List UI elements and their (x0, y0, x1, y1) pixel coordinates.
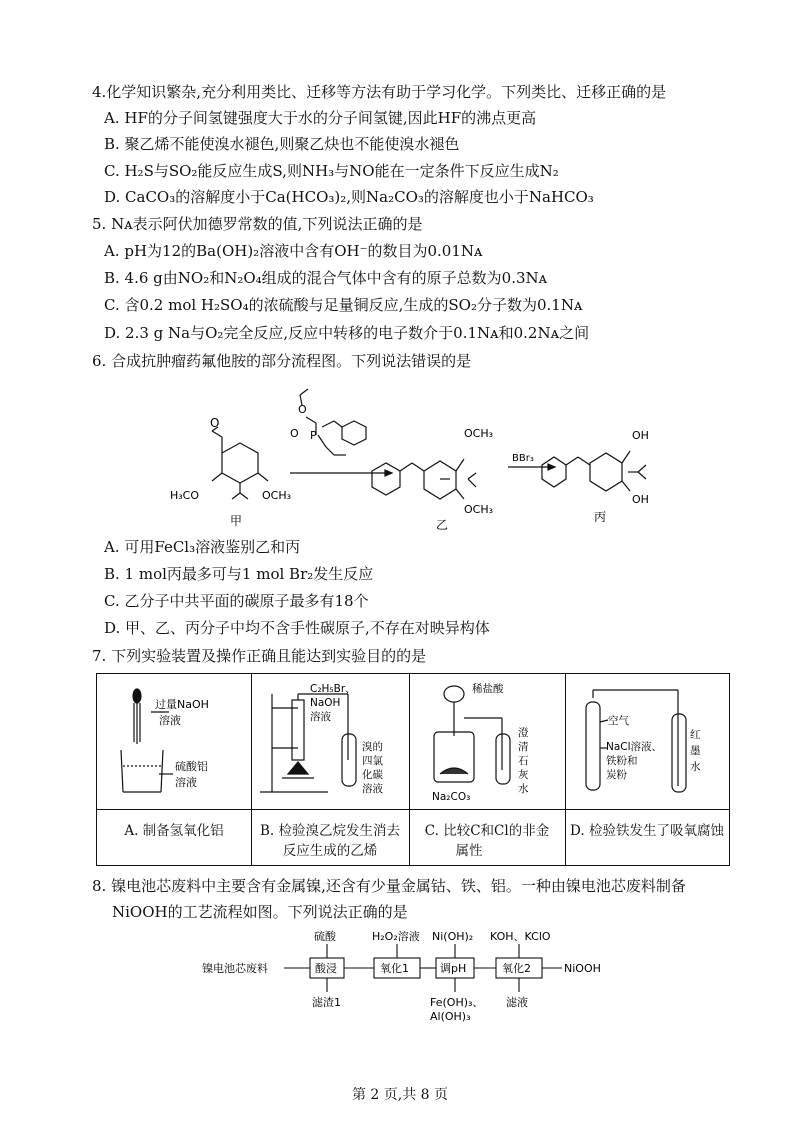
bing-oh-top: OH (632, 429, 649, 442)
q5-option-c: C. 含0.2 mol H₂SO₄的浓硫酸与足量铜反应,生成的SO₂分子数为0.1Nᴀ (104, 296, 583, 314)
q6-reaction-scheme (150, 375, 710, 535)
flow-out3b: Al(OH)₃ (430, 1010, 471, 1023)
reagent-o2: O (290, 427, 299, 440)
reagent-o1: O (298, 403, 307, 416)
flow-in1: 硫酸 (314, 930, 336, 943)
flow-in2: H₂O₂溶液 (372, 930, 420, 943)
q6-option-c: C. 乙分子中共平面的碳原子最多有18个 (104, 592, 369, 610)
fig-a-dropper-beaker (97, 674, 251, 809)
fig-d-ink2: 墨 (690, 745, 701, 757)
label-jia: 甲 (230, 514, 243, 528)
fig-c-solid: Na₂CO₃ (432, 791, 471, 803)
caption-b1: B. 检验溴乙烷发生消去 (259, 823, 400, 839)
fig-b-tube4: 溶液 (362, 783, 383, 795)
fig-d-ink1: 红 (690, 729, 701, 741)
flow-out3a: Fe(OH)₃、 (430, 996, 484, 1009)
fig-c-acid-carbonate (410, 674, 565, 809)
q6-stem: 6. 合成抗肿瘤药氟他胺的部分流程图。下列说法错误的是 (92, 352, 472, 370)
flow-start: 镍电池芯废料 (202, 962, 268, 975)
q8-stem-line2: NiOOH的工艺流程如图。下列说法正确的是 (112, 903, 408, 921)
q6-option-d: D. 甲、乙、丙分子中均不含手性碳原子,不存在对映异构体 (104, 619, 490, 637)
fig-b-tube3: 化碳 (362, 769, 383, 781)
flow-step3: 调pH (440, 962, 467, 975)
flow-step1: 酸浸 (315, 962, 337, 975)
q5-option-d: D. 2.3 g Na与O₂完全反应,反应中转移的电子数介于0.1Nᴀ和0.2Nᴀ之间 (104, 324, 590, 342)
fig-b-elimination-apparatus (252, 674, 409, 809)
fig-b-top1: C₂H₅Br、 (310, 683, 356, 695)
fig-d-ink3: 水 (690, 761, 701, 773)
q5-stem: 5. Nᴀ表示阿伏加德罗常数的值,下列说法正确的是 (92, 215, 423, 233)
fig-b-tube2: 四氯 (362, 755, 383, 767)
fig-a-beaker2: 溶液 (175, 776, 197, 789)
caption-d: D. 检验铁发生了吸氧腐蚀 (570, 823, 724, 839)
flow-out1: 滤渣1 (312, 996, 341, 1009)
flow-in4: KOH、KClO (490, 930, 551, 943)
page-footer: 第 2 页,共 8 页 (351, 1087, 449, 1103)
fig-d-mix3: 炭粉 (606, 769, 627, 781)
caption-c1: C. 比较C和Cl的非金 (424, 823, 550, 839)
q4-option-c: C. H₂S与SO₂能反应生成S,则NH₃与NO能在一定条件下反应生成N₂ (104, 162, 559, 180)
caption-a: A. 制备氢氧化铝 (124, 823, 224, 839)
label-bing: 丙 (594, 510, 607, 524)
fig-d-mix2: 铁粉和 (606, 755, 638, 767)
aldehyde-o: O (210, 416, 220, 430)
fig-c-lime3: 石 (518, 755, 529, 767)
label-yi: 乙 (436, 518, 449, 532)
q4-option-b: B. 聚乙烯不能使溴水褪色,则聚乙炔也不能使溴水褪色 (104, 135, 460, 153)
caption-c2: 属性 (455, 843, 483, 859)
flow-in3: Ni(OH)₂ (432, 930, 474, 943)
fig-c-lime2: 清 (518, 741, 529, 753)
fig-c-lime4: 灰 (518, 769, 529, 781)
q6-option-a: A. 可用FeCl₃溶液鉴别乙和丙 (104, 538, 301, 556)
yi-och3-bottom: OCH₃ (464, 503, 494, 516)
fig-c-acid: 稀盐酸 (472, 683, 504, 695)
q8-process-flow (200, 928, 640, 1028)
q4-stem: 4.化学知识繁杂,充分利用类比、迁移等方法有助于学习化学。下列类比、迁移正确的是 (92, 83, 667, 101)
flow-product: NiOOH (564, 962, 601, 975)
q4-option-d: D. CaCO₃的溶解度小于Ca(HCO₃)₂,则Na₂CO₃的溶解度也小于NaHCO₃ (104, 188, 594, 206)
q5-option-b: B. 4.6 g由NO₂和N₂O₄组成的混合气体中含有的原子总数为0.3Nᴀ (104, 269, 548, 287)
q7-apparatus-table (96, 673, 730, 866)
fig-d-air: 空气 (608, 715, 629, 727)
fig-c-lime5: 水 (518, 783, 529, 795)
fig-a-beaker: 硫酸铝 (175, 760, 208, 773)
q6-option-b: B. 1 mol丙最多可与1 mol Br₂发生反应 (104, 565, 374, 583)
caption-b2: 反应生成的乙烯 (282, 843, 378, 859)
fig-a-reagent: 过量NaOH (155, 698, 209, 711)
reagent-p: P (310, 429, 317, 442)
yi-och3-top: OCH₃ (464, 427, 494, 440)
fig-d-oxygen-corrosion (566, 674, 729, 809)
fig-d-mix1: NaCl溶液、 (606, 741, 663, 753)
fig-b-top3: 溶液 (310, 711, 331, 723)
flow-step4: 氧化2 (502, 962, 531, 975)
jia-h3co: H₃CO (170, 489, 200, 502)
fig-c-lime1: 澄 (518, 727, 529, 739)
fig-b-tube1: 溴的 (362, 741, 383, 753)
q7-stem: 7. 下列实验装置及操作正确且能达到实验目的的是 (92, 647, 427, 665)
fig-a-reagent2: 溶液 (159, 714, 181, 727)
q5-option-a: A. pH为12的Ba(OH)₂溶液中含有OH⁻的数目为0.01Nᴀ (104, 242, 483, 260)
jia-och3: OCH₃ (262, 489, 292, 502)
bing-oh-bottom: OH (632, 493, 649, 506)
flow-out4: 滤液 (506, 996, 528, 1009)
reagent-bbr3: BBr₃ (512, 453, 534, 464)
q8-stem-line1: 8. 镍电池芯废料中主要含有金属镍,还含有少量金属钴、铁、铝。一种由镍电池芯废料制备 (92, 877, 686, 895)
q4-option-a: A. HF的分子间氢键强度大于水的分子间氢键,因此HF的沸点更高 (104, 109, 537, 127)
fig-b-top2: NaOH (310, 697, 341, 709)
flow-step2: 氧化1 (380, 962, 409, 975)
